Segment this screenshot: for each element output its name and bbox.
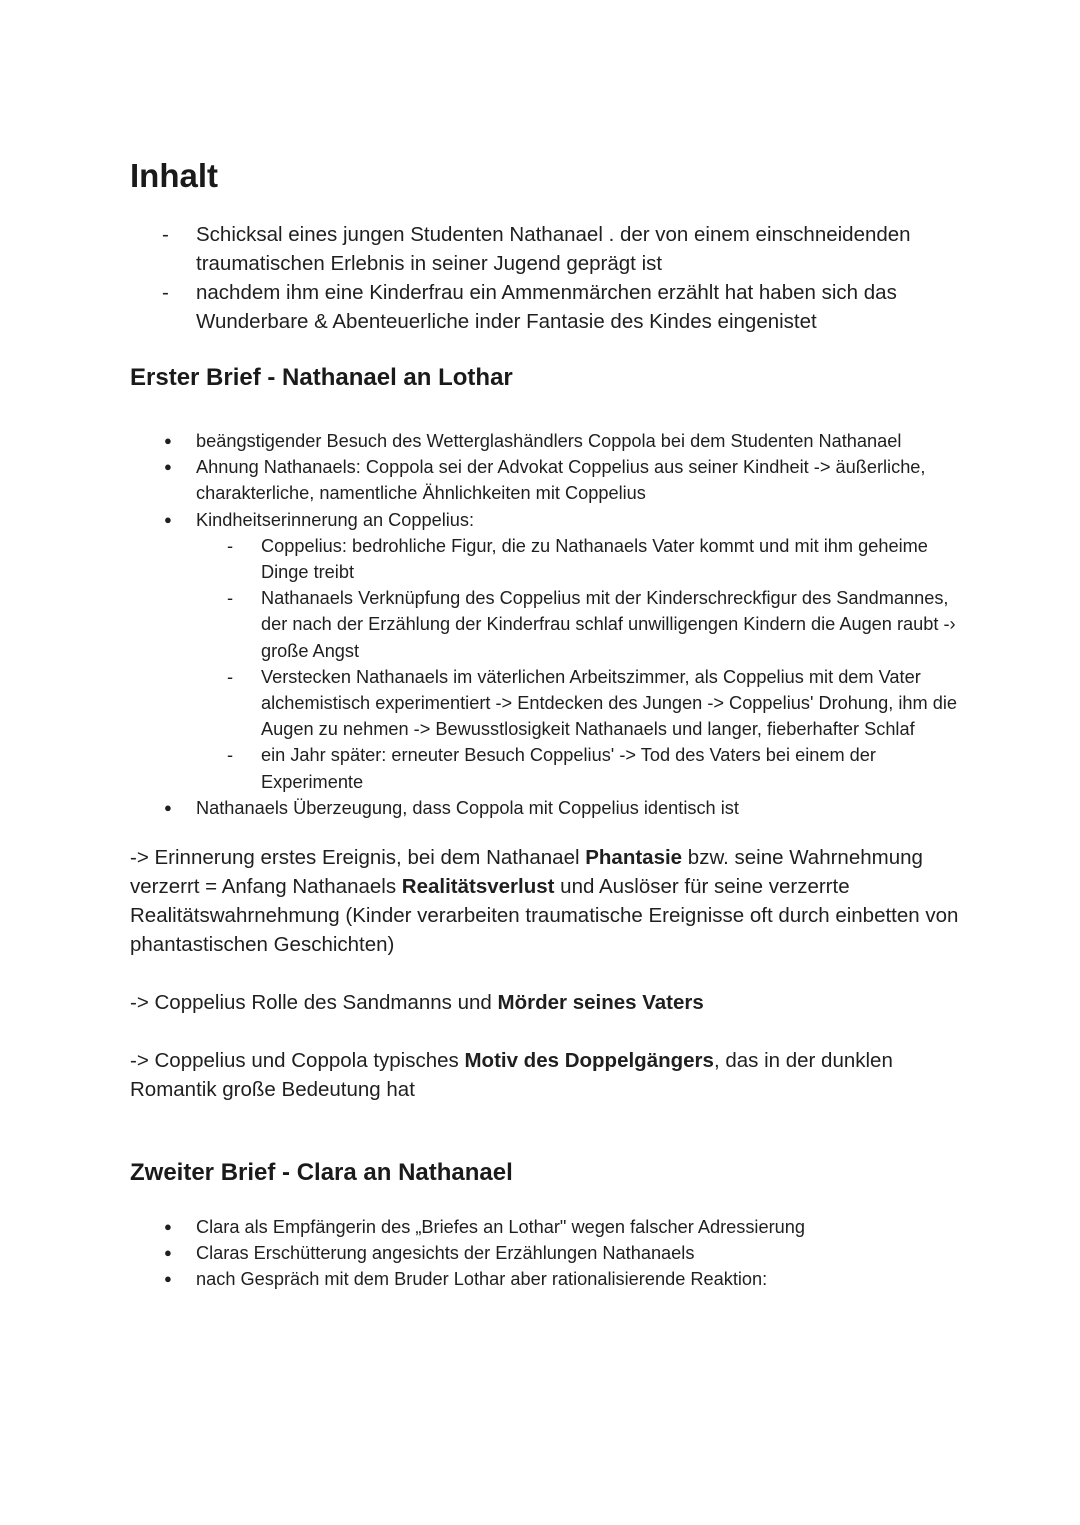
text-span: -> Erinnerung erstes Ereignis, bei dem Nathanael xyxy=(130,846,586,870)
summary-paragraph-1 xyxy=(130,843,960,959)
list-item: - Schicksal eines jungen Studenten Nathanael . der von einem einschneidenden traumatischen Erlebnis in seiner Jugend geprägt ist xyxy=(130,220,960,278)
list-item: ● beängstigender Besuch des Wetterglashändlers Coppola bei dem Studenten Nathanael xyxy=(130,428,960,454)
bold-term: Mörder seines Vaters xyxy=(497,991,704,1015)
text-span: bzw. seine Wahrnehmung verzerrt = Anfang Nathanaels xyxy=(130,846,923,899)
bold-term: Phantasie xyxy=(585,846,683,870)
text-span: -> Coppelius Rolle des Sandmanns und xyxy=(130,991,498,1015)
sub-list-item: - ein Jahr später: erneuter Besuch Coppelius' -> Tod des Vaters bei einem der Experimente xyxy=(196,742,960,794)
summary-paragraph-3 xyxy=(130,1046,960,1104)
sub-list-item: - Verstecken Nathanaels im väterlichen Arbeitszimmer, als Coppelius mit dem Vater alchemistisch experimentiert -> Entdecken des Jungen -> Coppelius' Drohung, ihm die Augen zu nehmen -> Bewusstlosigkeit Nathanaels und langer, fieberhafter Schlaf xyxy=(196,664,960,743)
section2-bullet-list xyxy=(130,1214,960,1293)
summary-paragraph-2 xyxy=(130,988,960,1017)
page-title: Inhalt xyxy=(130,157,218,194)
list-item: ● Clara als Empfängerin des „Briefes an Lothar" wegen falscher Adressierung xyxy=(130,1214,960,1240)
list-item: ● Nathanaels Überzeugung, dass Coppola mit Coppelius identisch ist xyxy=(130,795,960,821)
intro-list xyxy=(130,220,960,336)
sub-list-item: - Coppelius: bedrohliche Figur, die zu Nathanaels Vater kommt und mit ihm geheime Dinge treibt xyxy=(196,533,960,585)
bold-term: Motiv des Doppelgängers xyxy=(464,1049,714,1073)
list-item: ● Ahnung Nathanaels: Coppola sei der Advokat Coppelius aus seiner Kindheit -> äußerliche, charakterliche, namentliche Ähnlichkeiten mit Coppelius xyxy=(130,454,960,506)
section1-sub-list xyxy=(196,533,960,795)
text-span: -> Coppelius und Coppola typisches xyxy=(130,1049,465,1073)
section-heading-zweiter-brief: Zweiter Brief - Clara an Nathanael xyxy=(130,1159,513,1187)
list-item xyxy=(130,507,960,795)
text-span: und Auslöser für seine verzerrte Realitätswahrnehmung (Kinder verarbeiten traumatische Ereignisse oft durch einbetten von phantastischen Geschichten) xyxy=(130,875,959,957)
section-heading-erster-brief: Erster Brief - Nathanael an Lothar xyxy=(130,364,513,391)
list-item: ● nach Gespräch mit dem Bruder Lothar aber rationalisierende Reaktion: xyxy=(130,1266,960,1292)
list-item: ● Claras Erschütterung angesichts der Erzählungen Nathanaels xyxy=(130,1240,960,1266)
text-span: , das in der dunklen Romantik große Bedeutung hat xyxy=(130,1049,893,1102)
section1-bullet-list xyxy=(130,428,960,821)
sub-list-item: - Nathanaels Verknüpfung des Coppelius mit der Kinderschreckfigur des Sandmannes, der nach der Erzählung der Kinderfrau schlaf unwilligengen Kindern die Augen raubt -› große Angst xyxy=(196,585,960,664)
list-item: - nachdem ihm eine Kinderfrau ein Ammenmärchen erzählt hat haben sich das Wunderbare & Abenteuerliche inder Fantasie des Kindes eingenistet xyxy=(130,278,960,336)
document-page xyxy=(130,148,960,1293)
bold-term: Realitätsverlust xyxy=(401,875,555,899)
list-item-label: Kindheitserinnerung an Coppelius: xyxy=(196,509,475,530)
